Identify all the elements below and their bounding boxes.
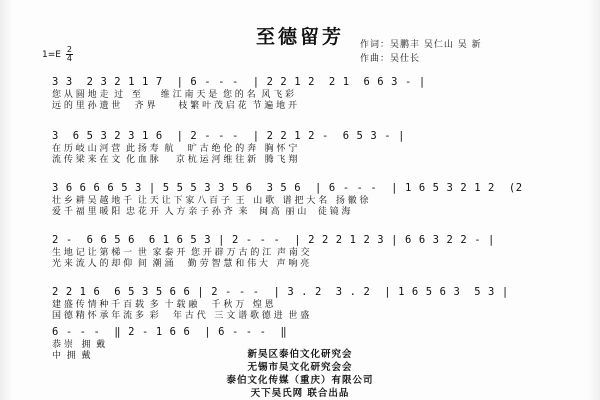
music-system-3	[52, 182, 552, 218]
lyric-verse-1: 您 从 圆 地 走 过 至 维 江 南 天 是 您 的 名 风 飞 彩	[52, 90, 295, 100]
note-row-text: 2 - 6 6 5 6 6 1 6 5 3 | 2 - - - | 2 2 2 1 2 3 | 6 6 3 2 2 - |	[52, 234, 495, 246]
lyric-verse-1: 生 地 记 让 第 梯 一 世 家 泰 开 您 开 辟 万 古 的 江 声 南 交	[52, 248, 310, 258]
lyrics-row-2	[52, 144, 552, 166]
time-signature	[66, 46, 73, 63]
lyrics-row-5	[52, 300, 552, 322]
composer-credit: 作曲：吴仕长	[360, 54, 421, 64]
lyric-verse-2: 远 的 里 孙 遗 世 齐 界 枝 繁 叶 茂 启 花 节 遍 地 开	[52, 101, 297, 111]
note-row-text: 3 6 5 3 2 3 1 6 | 2 - - - | 2 2 1 2 - 6 5 3 - |	[52, 130, 405, 142]
lyric-verse-2: 国 德 精 怀 承 年 流 多 彩 年 古 代 三 文 谱 歌 德 进 世 盛	[52, 311, 310, 321]
music-system-2	[52, 130, 552, 166]
lyrics-row-3	[52, 196, 552, 218]
lyric-verse-1: 壮 乡 耕 吴 越 地 千 让 天 让 下 家 八 百 子 王 山 歌 谱 把 大 名 扬 徽 徐	[52, 196, 369, 206]
page-edge-shadow-left	[0, 0, 14, 400]
time-signature-denominator: 4	[66, 54, 72, 63]
notation-row-4	[52, 234, 552, 247]
page-title: 至德留芳	[255, 26, 344, 48]
lyric-verse-1: 在 历 岐 山 河 营 此 扬 寿 航 旷 古 绝 伦 的 奔 胸 怀 宁	[52, 144, 298, 154]
lyric-verse-1: 恭 崇 拥 戴	[52, 340, 106, 350]
publisher-line-4: 天下吴氏网 联合出品	[250, 388, 350, 399]
note-row-text: 6 - - - ‖ 2 - 1 6 6 | 6 - - - ‖	[52, 326, 288, 338]
notation-row-2	[52, 130, 552, 143]
note-row-text: 2 2 1 6 6 5 3 5 6 6 | 2 - - - | 3 . 2 3 . 2 | 1 6 5 6 3 5 3 |	[52, 286, 509, 298]
publisher-credits	[0, 348, 600, 400]
note-row-text: 3 6 6 6 6 5 3 | 5 5 5 3 3 5 6 3 5 6 | 6 - - - | 1 6 5 3 2 1 2 (2	[52, 182, 523, 194]
notation-row-6	[52, 326, 552, 339]
publisher-line-3: 泰伯文化传媒（重庆）有限公司	[226, 375, 374, 386]
lyrics-row-1	[52, 90, 552, 112]
key-and-time-signature	[42, 46, 73, 63]
lyric-verse-2: 爱 千 福 里 暖 阳 忠 花 开 人 方 亲 子 孙 齐 来 闽 高 丽 山 徒 镜 海	[52, 207, 351, 217]
notation-row-5	[52, 286, 552, 299]
note-row-text: 3 3 2 3 2 1 1 7 | 6 - - - | 2 2 1 2 2 1 6 6 3 - |	[52, 76, 426, 88]
lyric-verse-2: 流 传 梁 来 在 文 化 血 脉 京 杭 运 河 维 往 新 腾 飞 翔	[52, 155, 298, 165]
publisher-line-2: 无锡市吴文化研究会会	[247, 362, 353, 373]
lyric-verse-1: 建 盛 传 情 种 千 百 载 多 十 载 融 千 秋 万 煌 恩	[52, 300, 274, 310]
key-signature-text: 1=E	[42, 50, 61, 60]
lyricist-credit: 作词：吴鹏丰 吴仁山 吴 新	[360, 40, 482, 50]
music-system-5	[52, 286, 552, 322]
notation-row-1	[52, 76, 552, 89]
publisher-line-1: 新吴区泰伯文化研究会	[247, 349, 353, 360]
lyric-verse-2: 中 拥 戴	[52, 351, 91, 361]
music-system-1	[52, 76, 552, 112]
music-system-4	[52, 234, 552, 270]
lyric-verse-2: 光 来 流 人 的 却 仰 间 潮 涌 勤 劳 智 慧 和 伟 大 声 响 亮	[52, 259, 310, 269]
notation-row-3	[52, 182, 552, 195]
credits-block	[360, 38, 590, 66]
lyrics-row-4	[52, 248, 552, 270]
time-signature-numerator: 2	[66, 45, 72, 54]
